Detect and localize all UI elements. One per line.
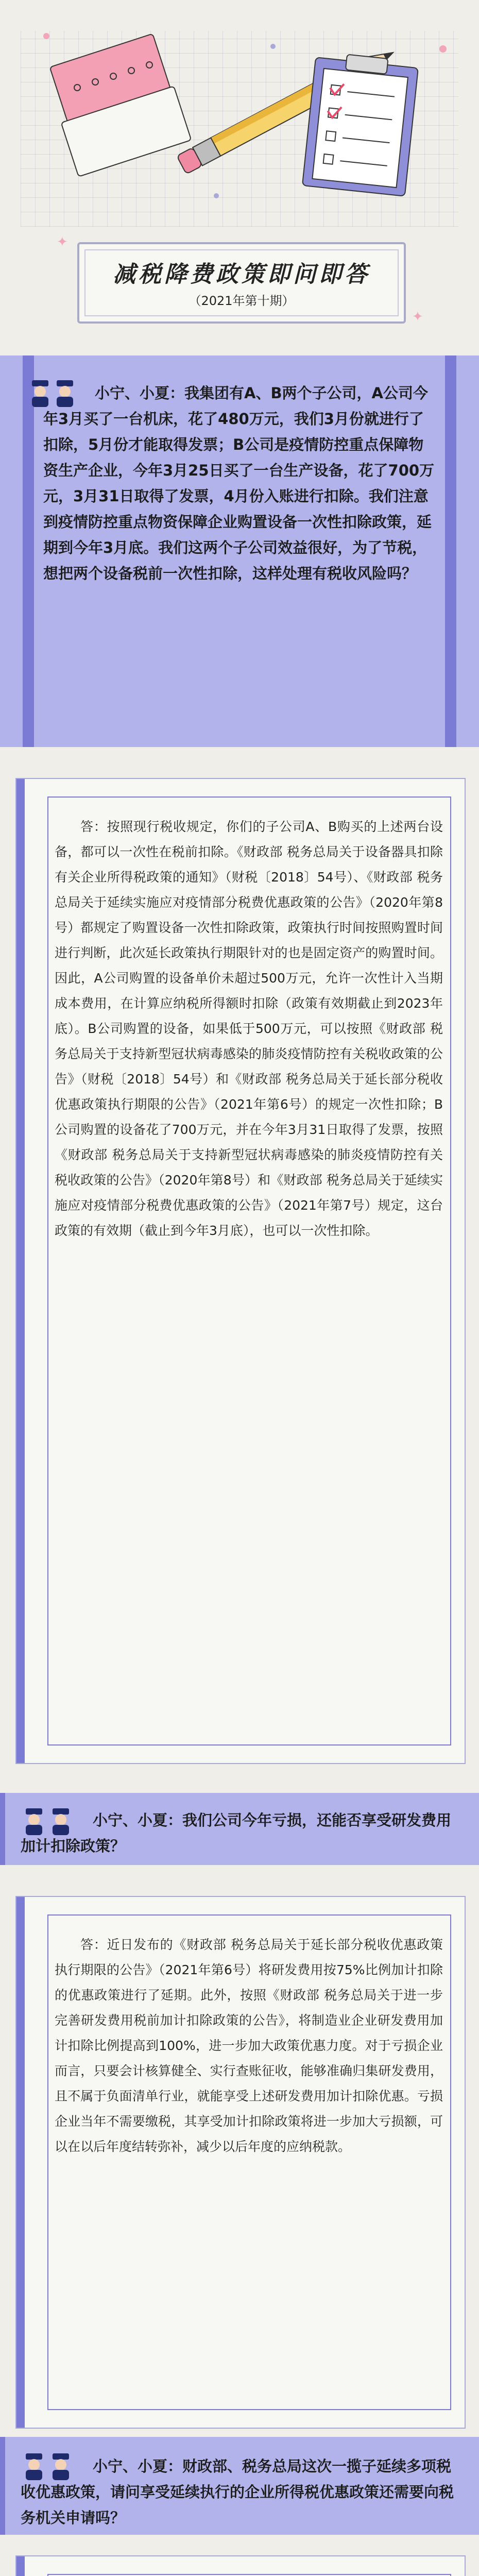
page-title: 减税降费政策即问即答 — [113, 261, 370, 287]
answer-box-frame — [47, 2574, 451, 2576]
answer-box-bar — [16, 779, 25, 1763]
page-subtitle: （2021年第十期） — [189, 294, 295, 308]
answer-box-bar — [16, 1897, 25, 2428]
answer-box-bar — [16, 2556, 25, 2576]
answer-text: 答：近日发布的《财政部 税务总局关于延长部分税收优惠政策执行期限的公告》（2021年第6号）将研发费用按75%比例加计扣除的优惠政策进行了延期。此外，按照《财政部 税务总局关于进一步完善研发费用税前加计扣除政策的公告》，将制造业企业研发费用加计扣除比例提高到100%，进一步加大政策优惠力度。对于亏损企业而言，只要会计核算健全、实行查账征收，能够准确归集研发费用，且不属于负面清单行业，就能享受上述研发费用加计扣除优惠。亏损企业当年不需要缴税，其享受加计扣除政策将进一步加大亏损额，可以在以后年度结转弥补，减少以后年度的应纳税款。 — [55, 1937, 443, 2154]
title-box — [77, 242, 406, 324]
question-text: 小宁、小夏：我们公司今年亏损，还能否享受研发费用加计扣除政策？ — [21, 1811, 452, 1855]
answer-box-3 — [15, 2555, 466, 2576]
question-text: 小宁、小夏：财政部、税务总局这次一揽子延续多项税收优惠政策，请问享受延续执行的企业所得税优惠政策还需要向税务机关申请吗？ — [21, 2458, 454, 2527]
star-icon: ✦ — [412, 309, 423, 325]
section-stripe — [0, 1793, 5, 1865]
star-icon: ✦ — [57, 234, 68, 250]
section-stripe — [23, 355, 34, 747]
header-illustration-graphic — [0, 0, 479, 242]
question-text: 小宁、小夏：我集团有A、B两个子公司，A公司今年3月买了一台机床，花了480万元，我们3月份就进行了扣除，5月份才能取得发票；B公司是疫情防控重点保障物资生产企业，今年3月25日买了一台生产设备，花了700万元，3月31日取得了发票，4月份入账进行扣除。我们注意到疫情防控重点物资保障企业购置设备一次性扣除政策，延期到今年3月底。我们这两个子公司效益很好，为了节税，想把两个设备税前一次性扣除，这样处理有税收风险吗？ — [43, 384, 435, 582]
section-stripe — [0, 2437, 5, 2535]
answer-text: 答：按照现行税收规定，你们的子公司A、B购买的上述两台设备，都可以一次性在税前扣除。《财政部 税务总局关于设备器具扣除有关企业所得税政策的通知》（财税〔2018〕54号）、《财政部 税务总局关于延续实施应对疫情部分税费优惠政策的公告》（2020年第8号）都规定了购置设备一次性扣除政策，政策执行时间按照购置时间进行判断，此次延长政策执行期限针对的也是固定资产的购置时间。因此，A公司购置的设备单价未超过500万元，允许一次性计入当期成本费用，在计算应纳税所得额时扣除（政策有效期截止到2023年底）。B公司购置的设备，如果低于500万元，可以按照《财政部 税务总局关于支持新型冠状病毒感染的肺炎疫情防控有关税收政策的公告》（财税〔2018〕54号）和《财政部 税务总局关于延长部分税收优惠政策执行期限的公告》（2021年第6号）的规定一次性扣除；B公司购置的设备花了700万元，并在今年3月31日取得了发票，按照《财政部 税务总局关于支持新型冠状病毒感染的肺炎疫情防控有关税收政策的公告》（2020年第8号）和《财政部 税务总局关于延续实施应对疫情部分税费优惠政策的公告》（2021年第7号）规定，这台政策的有效期（截止到今年3月底），也可以一次性扣除。 — [55, 819, 443, 1238]
section-stripe — [445, 355, 456, 747]
